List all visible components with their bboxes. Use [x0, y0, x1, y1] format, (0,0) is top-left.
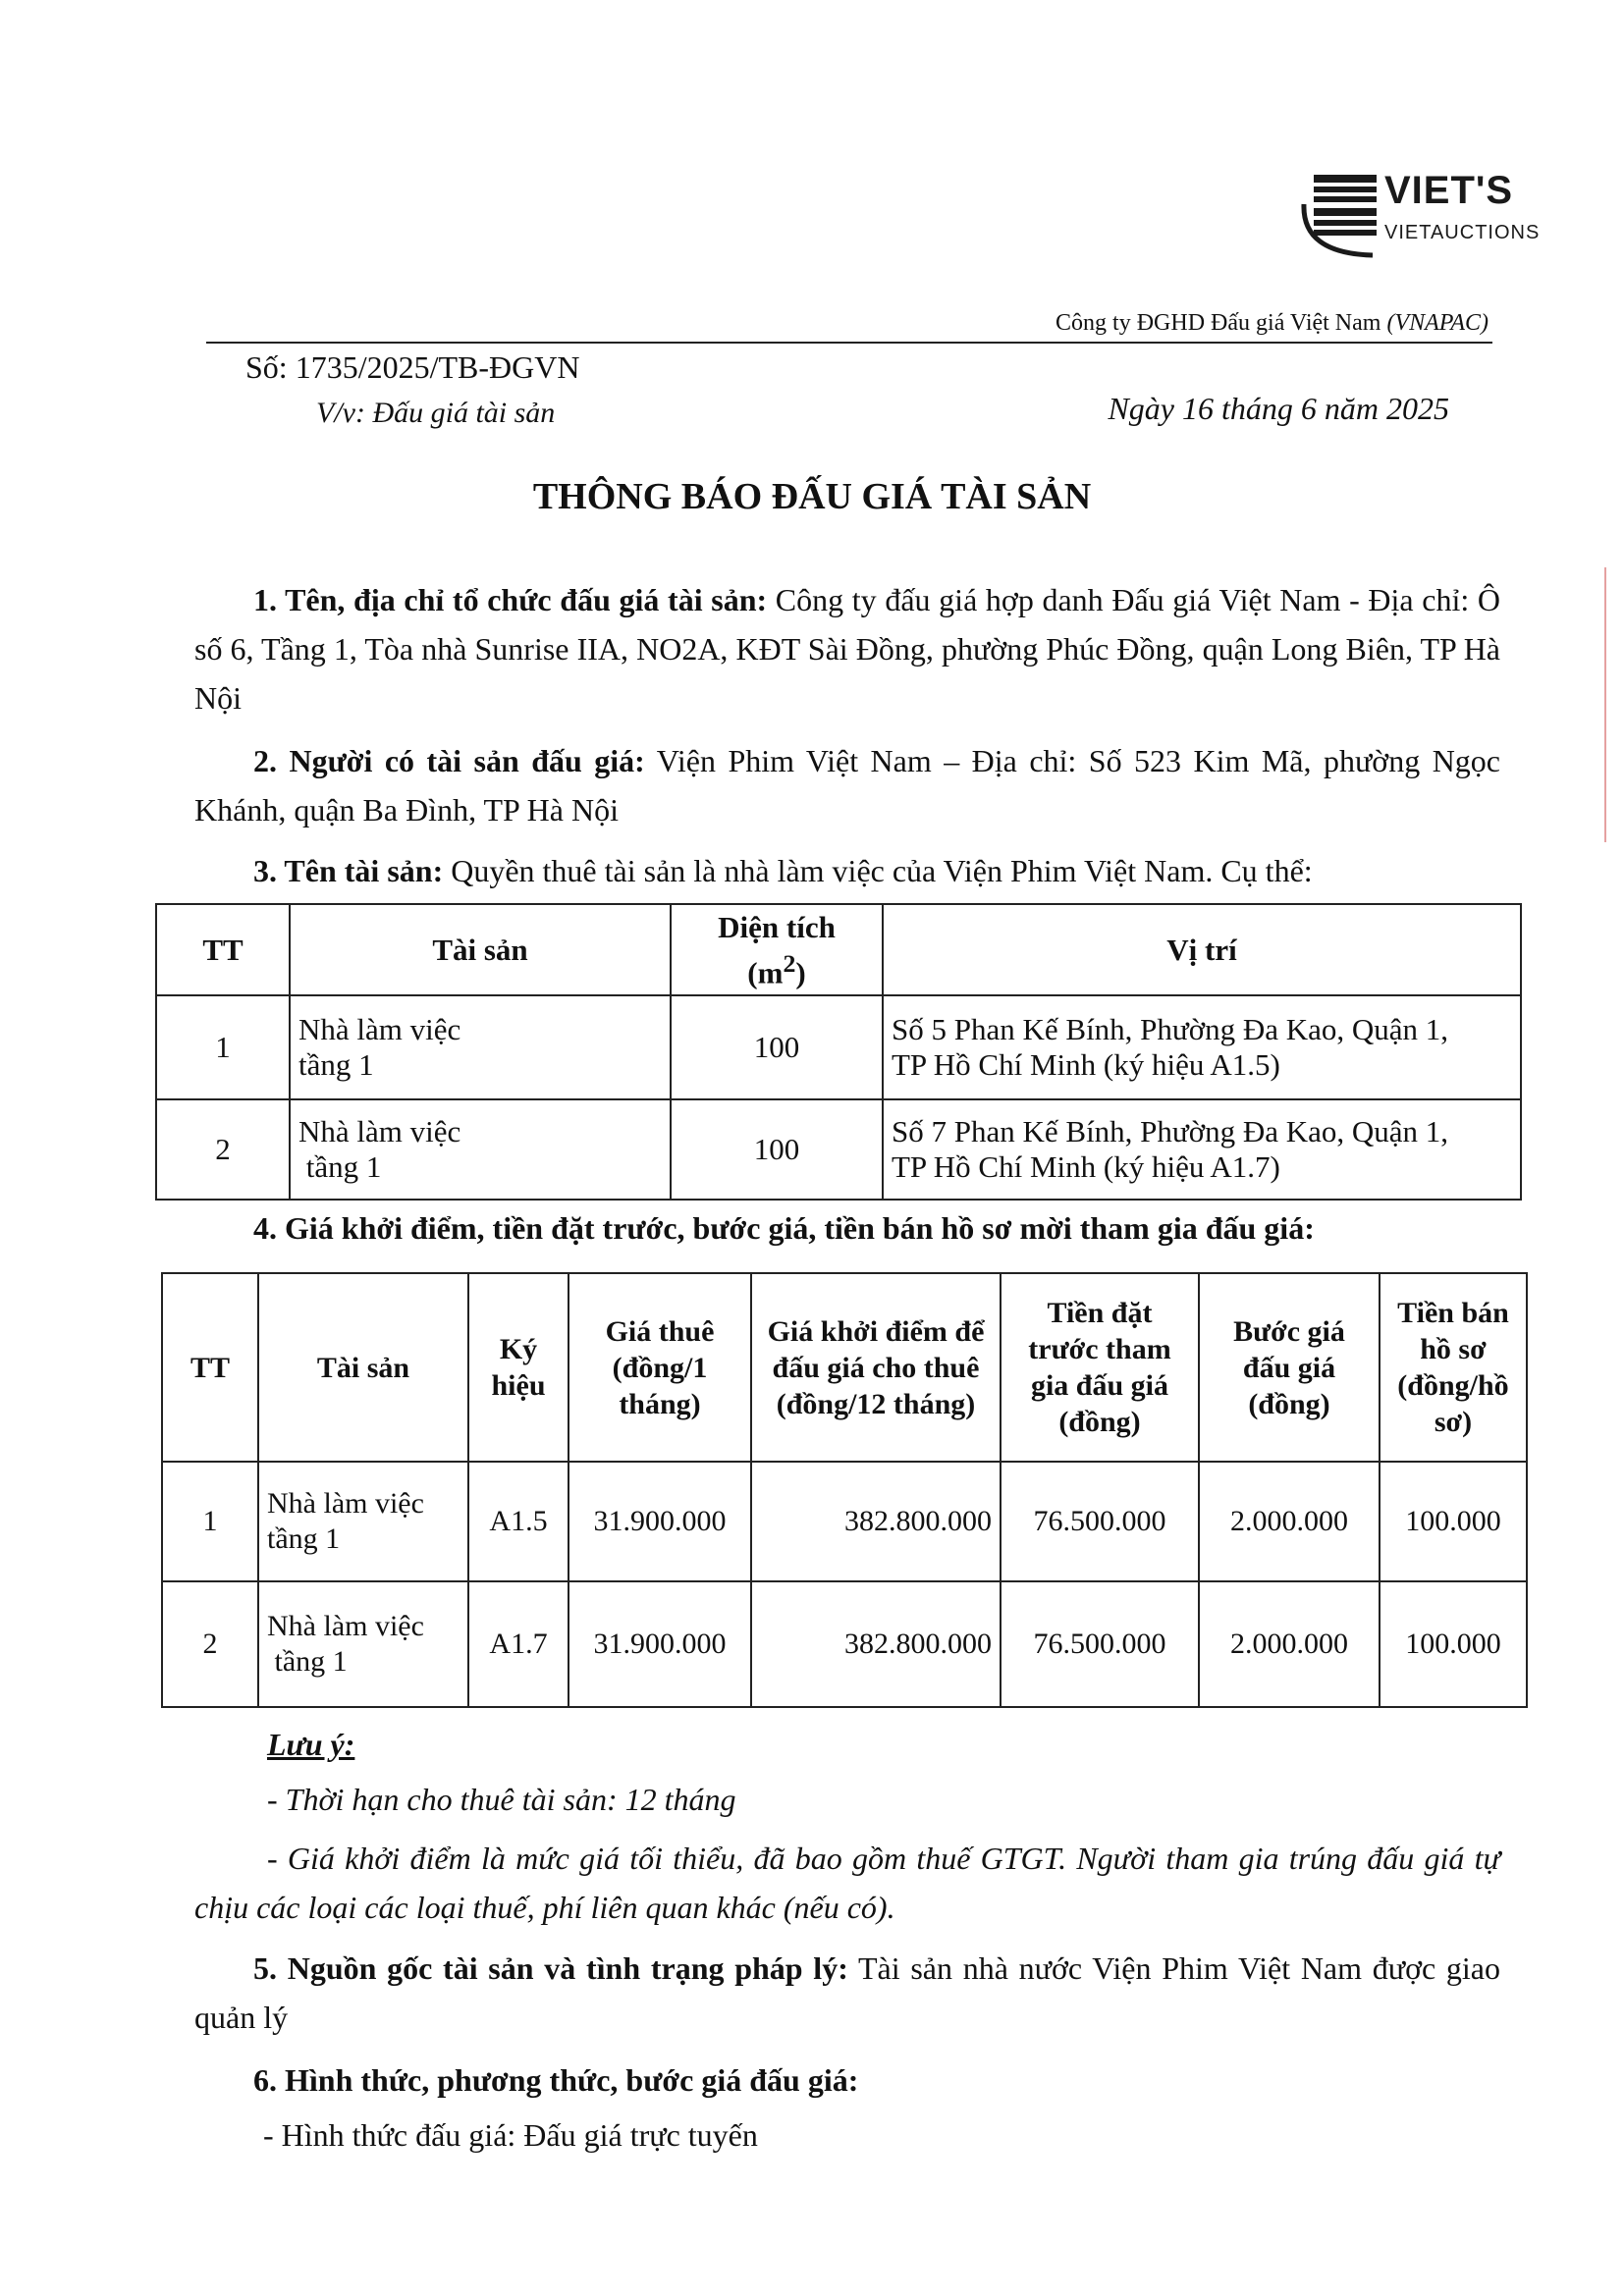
- section-4-label: 4. Giá khởi điểm, tiền đặt trước, bước giá, tiền bán hồ sơ mời tham gia đấu giá:: [253, 1210, 1315, 1246]
- logo-wordmark: VIET'S: [1384, 169, 1514, 212]
- document-subject: V/v: Đấu giá tài sản: [316, 397, 556, 429]
- cell-location-l1: Số 5 Phan Kế Bính, Phường Đa Kao, Quận 1,: [892, 1012, 1449, 1047]
- header-area-close: ): [795, 955, 806, 990]
- cell-asset-l2: tầng 1: [298, 1047, 374, 1083]
- cell-tt: 2: [162, 1581, 258, 1707]
- note-2: [194, 1834, 1500, 1932]
- section-1: [194, 575, 1500, 722]
- cell-area: 100: [671, 995, 883, 1099]
- cell-location: [883, 1099, 1521, 1200]
- cell-location-l1: Số 7 Phan Kế Bính, Phường Đa Kao, Quận 1,: [892, 1114, 1449, 1149]
- cell-asset-l2: tầng 1: [305, 1149, 382, 1185]
- section-2: [194, 736, 1500, 834]
- cell-tt: 1: [156, 995, 290, 1099]
- note-title: Lưu ý:: [267, 1727, 355, 1762]
- stamp-edge-mark: [1589, 567, 1606, 842]
- cell-code: A1.5: [468, 1462, 568, 1581]
- cell-asset-l2: tầng 1: [274, 1645, 348, 1678]
- section-4: [194, 1203, 1500, 1253]
- header-code: Ký hiệu: [468, 1273, 568, 1462]
- cell-asset-l1: Nhà làm việc: [298, 1012, 461, 1047]
- cell-asset-l1: Nhà làm việc: [298, 1114, 461, 1149]
- section-2-text: Viện Phim Việt Nam – Địa chỉ: Số 523 Kim Mã, phường Ngọc Khánh, quận Ba Đình, TP Hà Nội: [194, 743, 1501, 828]
- cell-step: 2.000.000: [1199, 1581, 1380, 1707]
- cell-deposit: 76.500.000: [1001, 1581, 1199, 1707]
- section-1-text: Công ty đấu giá hợp danh Đấu giá Việt Nam - Địa chỉ: Ô số 6, Tầng 1, Tòa nhà Sunrise IIA, NO2A, KĐT Sài Đồng, phường Phúc Đồng, quận Long Biên, TP Hà Nội: [194, 582, 1501, 716]
- table-row: [162, 1581, 1527, 1707]
- cell-start-price: 382.800.000: [751, 1462, 1001, 1581]
- header-area-unit: (m: [747, 955, 784, 990]
- cell-asset-l1: Nhà làm việc: [267, 1610, 424, 1642]
- cell-tt: 1: [162, 1462, 258, 1581]
- cell-rent: 31.900.000: [568, 1462, 751, 1581]
- cell-tt: 2: [156, 1099, 290, 1200]
- header-area-sup: 2: [783, 949, 796, 978]
- cell-asset: [290, 995, 671, 1099]
- cell-asset-l2: tầng 1: [267, 1522, 341, 1555]
- header-tt: TT: [156, 904, 290, 995]
- cell-location-l2: TP Hồ Chí Minh (ký hiệu A1.5): [892, 1047, 1280, 1083]
- table-row: [156, 1099, 1521, 1200]
- section-6-line-1: - Hình thức đấu giá: Đấu giá trực tuyến: [263, 2117, 758, 2153]
- header-asset: Tài sản: [290, 904, 671, 995]
- section-3-label: 3. Tên tài sản:: [253, 853, 444, 888]
- cell-rent: 31.900.000: [568, 1581, 751, 1707]
- header-area-label: Diện tích: [718, 910, 836, 944]
- cell-step: 2.000.000: [1199, 1462, 1380, 1581]
- note-2-text: - Giá khởi điểm là mức giá tối thiểu, đã bao gồm thuế GTGT. Người tham gia trúng đấu giá tự chịu các loại các loại thuế, phí liên quan khác (nếu có).: [194, 1841, 1500, 1925]
- cell-start-price: 382.800.000: [751, 1581, 1001, 1707]
- note-label: [194, 1720, 1500, 1769]
- cell-deposit: 76.500.000: [1001, 1462, 1199, 1581]
- cell-asset-l1: Nhà làm việc: [267, 1487, 424, 1520]
- section-6: [194, 2056, 1500, 2105]
- cell-area: 100: [671, 1099, 883, 1200]
- section-3-text: Quyền thuê tài sản là nhà làm việc của Viện Phim Việt Nam. Cụ thể:: [443, 853, 1313, 888]
- page-title: THÔNG BÁO ĐẤU GIÁ TÀI SẢN: [532, 476, 1092, 517]
- cell-code: A1.7: [468, 1581, 568, 1707]
- header-tt: TT: [162, 1273, 258, 1462]
- company-line: [1056, 310, 1489, 337]
- header-start-price: Giá khởi điểm để đấu giá cho thuê (đồng/12 tháng): [751, 1273, 1001, 1462]
- table-row: [156, 995, 1521, 1099]
- logo-emblem-icon: [1294, 165, 1382, 263]
- section-2-label: 2. Người có tài sản đấu giá:: [253, 743, 645, 778]
- section-5-text: Tài sản nhà nước Viện Phim Việt Nam được giao quản lý: [194, 1950, 1501, 2035]
- cell-location-l2: TP Hồ Chí Minh (ký hiệu A1.7): [892, 1149, 1280, 1185]
- header-location: Vị trí: [883, 904, 1521, 995]
- section-5-label: 5. Nguồn gốc tài sản và tình trạng pháp lý:: [253, 1950, 848, 1986]
- header-step: Bước giá đấu giá (đồng): [1199, 1273, 1380, 1462]
- cell-asset: [258, 1462, 468, 1581]
- section-3: [194, 846, 1500, 895]
- note-1: - Thời hạn cho thuê tài sản: 12 tháng: [267, 1782, 736, 1817]
- cell-dossier: 100.000: [1380, 1462, 1527, 1581]
- asset-table-header: [156, 904, 1521, 995]
- price-table-header: [162, 1273, 1527, 1462]
- logo-subtitle: VIETAUCTIONS: [1384, 222, 1541, 243]
- document-date: Ngày 16 tháng 6 năm 2025: [1108, 391, 1449, 426]
- header-deposit: Tiền đặt trước tham gia đấu giá (đồng): [1001, 1273, 1199, 1462]
- cell-location: [883, 995, 1521, 1099]
- cell-dossier: 100.000: [1380, 1581, 1527, 1707]
- table-row: [162, 1462, 1527, 1581]
- header-rent: Giá thuê (đồng/1 tháng): [568, 1273, 751, 1462]
- header-asset: Tài sản: [258, 1273, 468, 1462]
- document-number: Số: 1735/2025/TB-ĐGVN: [245, 349, 580, 385]
- company-name: Công ty ĐGHD Đấu giá Việt Nam: [1056, 310, 1381, 336]
- header-area: [671, 904, 883, 995]
- company-abbr: (VNAPAC): [1386, 310, 1489, 336]
- section-1-label: 1. Tên, địa chỉ tổ chức đấu giá tài sản:: [253, 582, 768, 617]
- cell-asset: [290, 1099, 671, 1200]
- header-divider: [206, 342, 1492, 344]
- header-dossier: Tiền bán hồ sơ (đồng/hồ sơ): [1380, 1273, 1527, 1462]
- section-5: [194, 1944, 1500, 2042]
- price-table: [161, 1272, 1528, 1708]
- asset-table: [155, 903, 1522, 1201]
- cell-asset: [258, 1581, 468, 1707]
- company-logo: [1294, 165, 1541, 263]
- section-6-label: 6. Hình thức, phương thức, bước giá đấu giá:: [253, 2062, 859, 2098]
